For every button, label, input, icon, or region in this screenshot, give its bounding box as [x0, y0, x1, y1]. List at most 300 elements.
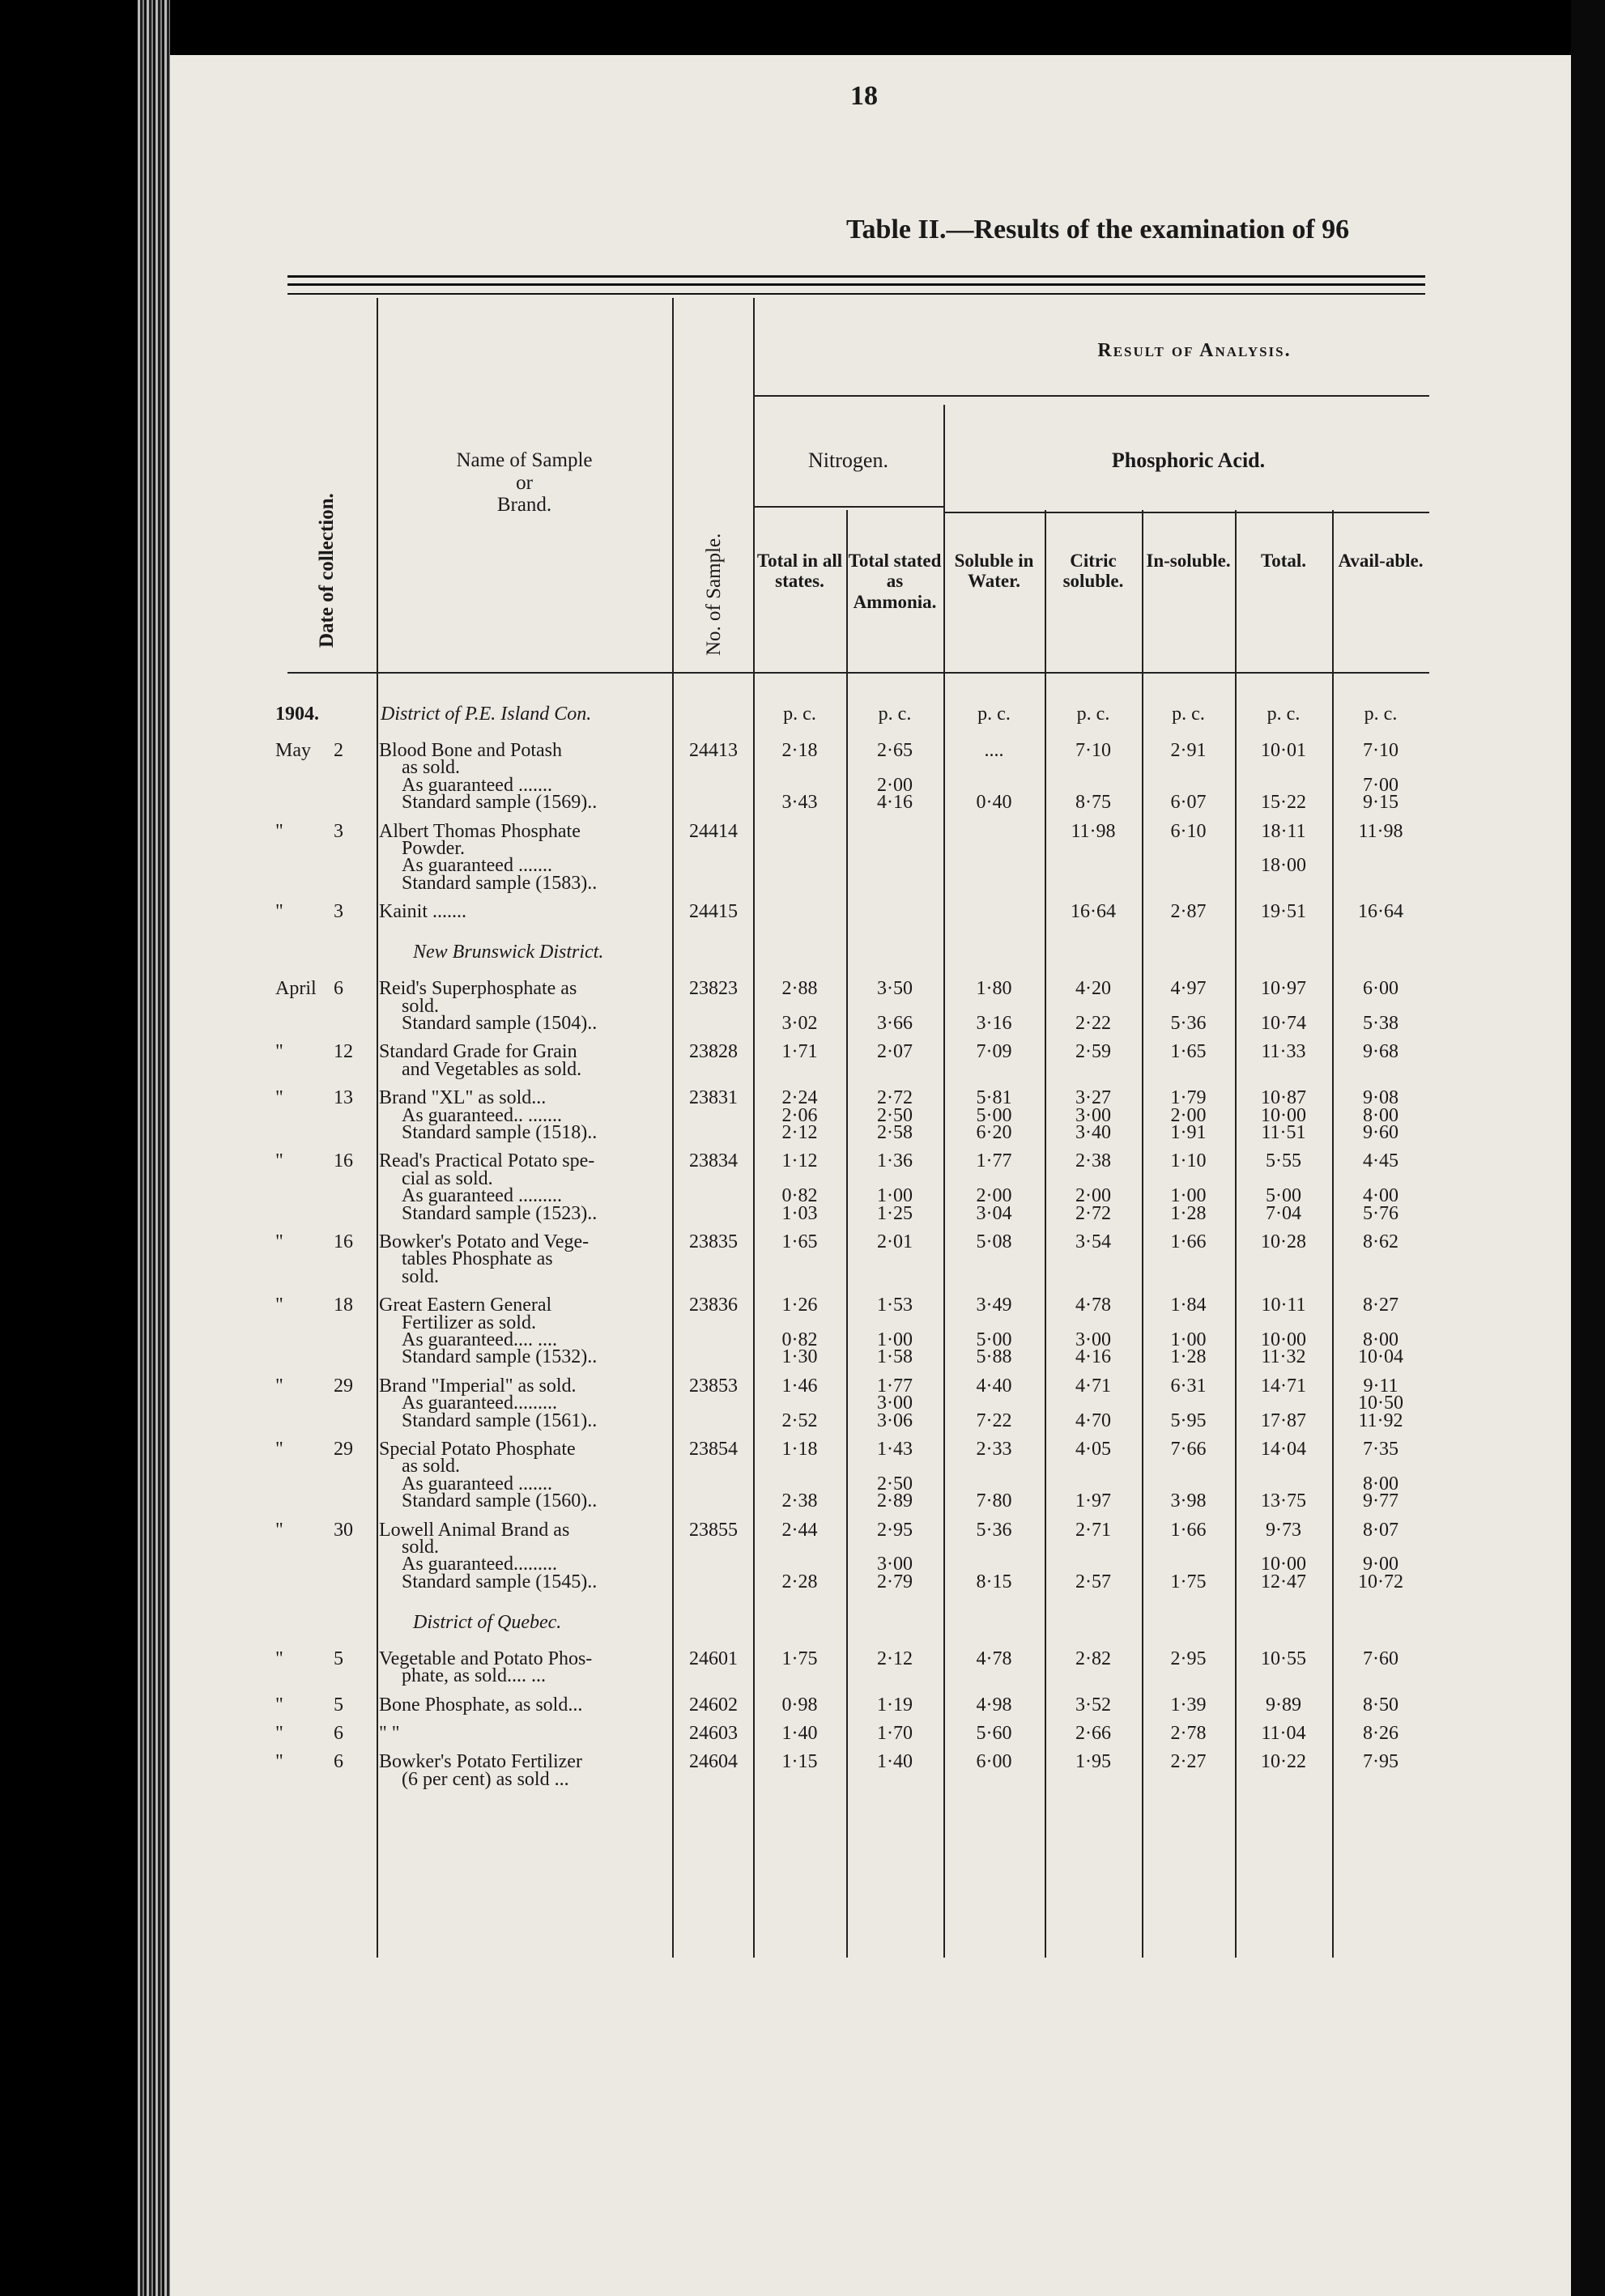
analysis-value: 1·03: [781, 1202, 818, 1224]
analysis-value: 7·10: [1363, 740, 1399, 761]
analysis-value: 7·66: [1170, 1439, 1207, 1460]
sample-number: 23831: [689, 1087, 738, 1109]
analysis-value: 10·00: [1261, 1104, 1306, 1126]
analysis-value: 3·00: [877, 1392, 913, 1414]
sample-name: Lowell Animal Brand as: [379, 1519, 570, 1541]
analysis-value: 1·97: [1075, 1490, 1111, 1512]
analysis-value: 10·04: [1358, 1346, 1403, 1368]
collection-day: 5: [334, 1694, 343, 1716]
analysis-value: 4·78: [976, 1648, 1012, 1669]
analysis-value: 3·16: [976, 1013, 1012, 1034]
sample-name: As guaranteed.. .......: [402, 1104, 562, 1126]
analysis-value: 1·00: [1170, 1329, 1207, 1350]
analysis-value: 5·76: [1363, 1202, 1399, 1224]
collection-month: ": [275, 1041, 283, 1063]
analysis-value: 1·39: [1170, 1694, 1207, 1716]
analysis-value: 5·38: [1363, 1013, 1399, 1034]
analysis-value: 9·68: [1363, 1041, 1399, 1063]
analysis-value: 8·75: [1075, 792, 1111, 814]
analysis-value: 1·91: [1170, 1122, 1207, 1143]
analysis-value: 3·27: [1075, 1087, 1111, 1109]
sample-name: phate, as sold.... ...: [402, 1665, 546, 1687]
analysis-value: 1·12: [781, 1150, 818, 1172]
analysis-value: 1·65: [781, 1231, 818, 1252]
analysis-value: 3·06: [877, 1409, 913, 1431]
analysis-value: 2·57: [1075, 1571, 1111, 1592]
analysis-value: 2·38: [781, 1490, 818, 1512]
collection-day: 6: [334, 1723, 343, 1744]
analysis-value: 4·71: [1075, 1375, 1111, 1397]
top-rule-3: [287, 293, 1425, 295]
analysis-value: 4·16: [1075, 1346, 1111, 1368]
analysis-value: 10·97: [1261, 978, 1306, 1000]
sample-number: 24604: [689, 1751, 738, 1773]
analysis-value: 2·33: [976, 1439, 1012, 1460]
analysis-value: 1·18: [781, 1439, 818, 1460]
analysis-value: 3·49: [976, 1295, 1012, 1316]
unit-label: p. c.: [1172, 704, 1205, 725]
analysis-value: 1·25: [877, 1202, 913, 1224]
analysis-value: 1·43: [877, 1439, 913, 1460]
collection-day: 29: [334, 1375, 353, 1397]
analysis-value: 2·58: [877, 1122, 913, 1143]
sample-name: Reid's Superphosphate as: [379, 978, 577, 1000]
analysis-value: 0·82: [781, 1329, 818, 1350]
analysis-value: 11·32: [1261, 1346, 1306, 1368]
analysis-value: 5·36: [1170, 1013, 1207, 1034]
sample-name: Great Eastern General: [379, 1295, 552, 1316]
collection-month: ": [275, 1295, 283, 1316]
collection-day: 16: [334, 1231, 353, 1252]
analysis-value: 16·64: [1358, 901, 1403, 923]
sample-name: Vegetable and Potato Phos-: [379, 1648, 593, 1669]
analysis-value: 7·95: [1363, 1751, 1399, 1773]
analysis-value: 8·62: [1363, 1231, 1399, 1252]
analysis-value: 7·00: [1363, 774, 1399, 796]
analysis-value: 0·98: [781, 1694, 818, 1716]
collection-month: May: [275, 740, 311, 761]
analysis-value: 1·58: [877, 1346, 913, 1368]
analysis-value: 10·01: [1261, 740, 1306, 761]
analysis-value: 3·02: [781, 1013, 818, 1034]
unit-label: p. c.: [1364, 704, 1398, 725]
table-title: Table II.—Results of the examination of 96: [846, 215, 1350, 244]
sample-name: Standard sample (1545)..: [402, 1571, 598, 1592]
analysis-value: 4·05: [1075, 1439, 1111, 1460]
analysis-value: 18·11: [1261, 820, 1306, 842]
analysis-value: 1·71: [781, 1041, 818, 1063]
sample-name: Powder.: [402, 838, 465, 859]
analysis-value: 2·78: [1170, 1723, 1207, 1744]
page-number: 18: [850, 81, 878, 111]
analysis-value: 8·00: [1363, 1104, 1399, 1126]
sample-name: Standard sample (1518)..: [402, 1122, 598, 1143]
name-header-line2: or: [516, 471, 533, 494]
top-rule-2: [287, 283, 1425, 286]
analysis-value: 3·66: [877, 1013, 913, 1034]
analysis-value: 2·27: [1170, 1751, 1207, 1773]
analysis-value: 1·00: [877, 1329, 913, 1350]
analysis-value: 2·66: [1075, 1723, 1111, 1744]
analysis-value: 10·74: [1261, 1013, 1306, 1034]
analysis-value: 13·75: [1261, 1490, 1306, 1512]
analysis-value: 2·82: [1075, 1648, 1111, 1669]
header-bottom-rule: [287, 672, 1429, 674]
sample-number: 24601: [689, 1648, 738, 1669]
analysis-value: 3·54: [1075, 1231, 1111, 1252]
collection-day: 5: [334, 1648, 343, 1669]
sample-name: Standard sample (1569)..: [402, 792, 598, 814]
analysis-value: 2·44: [781, 1519, 818, 1541]
analysis-value: 7·10: [1075, 740, 1111, 761]
col-header-6: Total.: [1260, 551, 1307, 571]
analysis-value: 17·87: [1261, 1409, 1306, 1431]
analysis-value: 18·00: [1261, 855, 1306, 877]
analysis-value: 14·71: [1261, 1375, 1306, 1397]
analysis-value: 15·22: [1261, 792, 1306, 814]
analysis-value: 9·73: [1266, 1519, 1301, 1541]
analysis-value: 11·33: [1261, 1041, 1306, 1063]
analysis-value: 6·10: [1170, 820, 1207, 842]
collection-day: 6: [334, 1751, 343, 1773]
col-divider-name: [672, 298, 674, 1958]
top-rule: [287, 275, 1425, 278]
analysis-value: 2·01: [877, 1231, 913, 1252]
sample-name: Albert Thomas Phosphate: [379, 820, 581, 842]
sample-name: As guaranteed.... ....: [402, 1329, 557, 1350]
sample-name: As guaranteed.........: [402, 1554, 557, 1575]
sample-name: cial as sold.: [402, 1167, 493, 1189]
sample-name: as sold.: [402, 757, 460, 779]
analysis-value: 2·00: [1170, 1104, 1207, 1126]
analysis-value: 7·60: [1363, 1648, 1399, 1669]
analysis-value: 7·22: [976, 1409, 1012, 1431]
analysis-value: 8·00: [1363, 1329, 1399, 1350]
analysis-value: 1·19: [877, 1694, 913, 1716]
sample-name: sold.: [402, 1265, 440, 1287]
analysis-value: 4·97: [1170, 978, 1207, 1000]
sample-no-header: No. of Sample.: [703, 533, 725, 656]
analysis-value: 10·72: [1358, 1571, 1403, 1592]
analysis-value: 12·47: [1261, 1571, 1306, 1592]
analysis-value: 2·71: [1075, 1519, 1111, 1541]
sample-number: 24602: [689, 1694, 738, 1716]
unit-label: p. c.: [783, 704, 816, 725]
sample-number: 23853: [689, 1375, 738, 1397]
analysis-value: 2·00: [1075, 1185, 1111, 1207]
analysis-value: 9·60: [1363, 1122, 1399, 1143]
collection-month: ": [275, 1150, 283, 1172]
analysis-value: 9·11: [1363, 1375, 1399, 1397]
analysis-value: 8·50: [1363, 1694, 1399, 1716]
sample-name: Brand "XL" as sold...: [379, 1087, 547, 1109]
name-header-line1: Name of Sample: [456, 449, 593, 471]
analysis-value: 4·78: [1075, 1295, 1111, 1316]
sample-number: 24415: [689, 901, 738, 923]
analysis-value: 10·00: [1261, 1329, 1306, 1350]
analysis-value: 3·00: [1075, 1329, 1111, 1350]
analysis-value: 14·04: [1261, 1439, 1306, 1460]
analysis-value: 10·00: [1261, 1554, 1306, 1575]
sample-number: 23834: [689, 1150, 738, 1172]
analysis-value: 8·07: [1363, 1519, 1399, 1541]
collection-month: ": [275, 1648, 283, 1669]
sample-name: Blood Bone and Potash: [379, 740, 562, 761]
analysis-value: 5·95: [1170, 1409, 1207, 1431]
analysis-value: 7·09: [976, 1041, 1012, 1063]
collection-month: ": [275, 1231, 283, 1252]
analysis-value: 11·92: [1358, 1409, 1403, 1431]
analysis-value: 6·00: [976, 1751, 1012, 1773]
collection-day: 18: [334, 1295, 353, 1316]
analysis-value: 1·66: [1170, 1231, 1207, 1252]
unit-label: p. c.: [1267, 704, 1301, 725]
analysis-value: 1·28: [1170, 1346, 1207, 1368]
col-header-4: Citric soluble.: [1062, 551, 1124, 592]
analysis-value: 3·00: [877, 1554, 913, 1575]
analysis-value: 10·55: [1261, 1648, 1306, 1669]
analysis-value: 2·38: [1075, 1150, 1111, 1172]
analysis-value: 2·50: [877, 1473, 913, 1495]
analysis-value: 2·65: [877, 740, 913, 761]
sample-number: 24413: [689, 740, 738, 761]
unit-label: p. c.: [1076, 704, 1110, 725]
collection-month: ": [275, 1694, 283, 1716]
sample-name: Bowker's Potato and Vege-: [379, 1231, 590, 1252]
sample-name: As guaranteed .........: [402, 1185, 562, 1207]
analysis-value: 2·72: [877, 1087, 913, 1109]
analysis-value: 10·87: [1261, 1087, 1306, 1109]
sample-name: (6 per cent) as sold ...: [402, 1768, 569, 1790]
sample-name: Brand "Imperial" as sold.: [379, 1375, 577, 1397]
section-heading: New Brunswick District.: [413, 942, 604, 963]
analysis-value: 1·36: [877, 1150, 913, 1172]
sample-name: Fertilizer as sold.: [402, 1312, 536, 1333]
collection-month: ": [275, 1751, 283, 1773]
analysis-value: 2·28: [781, 1571, 818, 1592]
analysis-value: 7·04: [1266, 1202, 1301, 1224]
analysis-value: 5·36: [976, 1519, 1012, 1541]
analysis-value: 10·11: [1261, 1295, 1306, 1316]
analysis-value: 4·98: [976, 1694, 1012, 1716]
analysis-value: 11·51: [1261, 1122, 1306, 1143]
nitrogen-rule: [753, 506, 943, 508]
sample-number: 23835: [689, 1231, 738, 1252]
analysis-value: 7·80: [976, 1490, 1012, 1512]
analysis-value: 2·89: [877, 1490, 913, 1512]
analysis-value: 9·15: [1363, 792, 1399, 814]
collection-day: 30: [334, 1519, 353, 1541]
sample-name: Kainit .......: [379, 901, 466, 923]
analysis-value: 11·98: [1358, 820, 1403, 842]
sample-name: tables Phosphate as: [402, 1248, 553, 1270]
analysis-value: 8·00: [1363, 1473, 1399, 1495]
analysis-value: 3·50: [877, 978, 913, 1000]
analysis-value: 3·43: [781, 792, 818, 814]
phosphoric-header: Phosphoric Acid.: [1111, 449, 1266, 472]
analysis-value: 2·22: [1075, 1013, 1111, 1034]
sample-name: Bowker's Potato Fertilizer: [379, 1751, 582, 1773]
analysis-value: 2·95: [1170, 1648, 1207, 1669]
nitrogen-header: Nitrogen.: [808, 449, 888, 472]
analysis-value: 5·81: [976, 1087, 1012, 1109]
sample-name: Standard sample (1583)..: [402, 872, 598, 894]
sample-name: Standard sample (1523)..: [402, 1202, 598, 1224]
sample-name: and Vegetables as sold.: [402, 1058, 582, 1080]
phosphoric-rule: [943, 512, 1429, 513]
analysis-value: 2·79: [877, 1571, 913, 1592]
sample-name: Standard sample (1504)..: [402, 1013, 598, 1034]
analysis-value: 8·26: [1363, 1723, 1399, 1744]
unit-label: p. c.: [878, 704, 912, 725]
sample-name: As guaranteed .......: [402, 774, 552, 796]
analysis-value: 2·18: [781, 740, 818, 761]
sample-number: 23855: [689, 1519, 738, 1541]
analysis-value: 1·66: [1170, 1519, 1207, 1541]
sample-name: Standard Grade for Grain: [379, 1041, 577, 1063]
date-header: Date of collection.: [316, 493, 338, 648]
analysis-value: 2·52: [781, 1409, 818, 1431]
collection-day: 12: [334, 1041, 353, 1063]
analysis-value: 1·75: [781, 1648, 818, 1669]
analysis-value: 6·00: [1363, 978, 1399, 1000]
analysis-value: 1·40: [877, 1751, 913, 1773]
sample-name: As guaranteed.........: [402, 1392, 557, 1414]
sample-name: As guaranteed .......: [402, 855, 552, 877]
analysis-value: 2·24: [781, 1087, 818, 1109]
analysis-value: 5·55: [1266, 1150, 1301, 1172]
sample-name: Read's Practical Potato spe-: [379, 1150, 595, 1172]
analysis-value: 2·06: [781, 1104, 818, 1126]
analysis-value: 0·82: [781, 1185, 818, 1207]
analysis-value: 1·28: [1170, 1202, 1207, 1224]
analysis-value: 5·08: [976, 1231, 1012, 1252]
collection-month: 1904.: [275, 704, 319, 725]
collection-day: 16: [334, 1150, 353, 1172]
analysis-value: 1·70: [877, 1723, 913, 1744]
collection-day: 29: [334, 1439, 353, 1460]
sample-number: 23854: [689, 1439, 738, 1460]
sample-name: sold.: [402, 995, 440, 1017]
analysis-value: 1·80: [976, 978, 1012, 1000]
collection-month: ": [275, 1087, 283, 1109]
analysis-value: 3·98: [1170, 1490, 1207, 1512]
collection-day: 13: [334, 1087, 353, 1109]
sample-name: as sold.: [402, 1456, 460, 1478]
analysis-value: 3·40: [1075, 1122, 1111, 1143]
analysis-value: 3·52: [1075, 1694, 1111, 1716]
collection-month: ": [275, 1723, 283, 1744]
analysis-value: 2·07: [877, 1041, 913, 1063]
unit-label: p. c.: [977, 704, 1011, 725]
analysis-value: 9·00: [1363, 1554, 1399, 1575]
sample-number: 23836: [689, 1295, 738, 1316]
analysis-value: 6·31: [1170, 1375, 1207, 1397]
book-spine: [138, 0, 170, 2296]
analysis-value: 2·50: [877, 1104, 913, 1126]
analysis-value: 1·77: [877, 1375, 913, 1397]
analysis-value: 4·40: [976, 1375, 1012, 1397]
analysis-value: 6·07: [1170, 792, 1207, 814]
analysis-value: 5·00: [976, 1329, 1012, 1350]
collection-month: ": [275, 901, 283, 923]
sample-name: " ": [379, 1723, 400, 1744]
analysis-value: 2·87: [1170, 901, 1207, 923]
name-header: [381, 449, 668, 517]
sample-name: Bone Phosphate, as sold...: [379, 1694, 583, 1716]
analysis-value: 2·59: [1075, 1041, 1111, 1063]
analysis-value: 1·65: [1170, 1041, 1207, 1063]
analysis-value: 1·00: [877, 1185, 913, 1207]
sample-number: 23828: [689, 1041, 738, 1063]
analysis-value: 1·00: [1170, 1185, 1207, 1207]
analysis-value: 4·00: [1363, 1185, 1399, 1207]
sample-name: Special Potato Phosphate: [379, 1439, 576, 1460]
analysis-value: 4·16: [877, 792, 913, 814]
sample-name: Standard sample (1560)..: [402, 1490, 598, 1512]
analysis-value: 4·20: [1075, 978, 1111, 1000]
analysis-value: 10·28: [1261, 1231, 1306, 1252]
analysis-value: 1·10: [1170, 1150, 1207, 1172]
analysis-value: 6·20: [976, 1122, 1012, 1143]
analysis-value: 9·89: [1266, 1694, 1301, 1716]
col-header-1: Total in all states.: [756, 551, 843, 592]
analysis-value: 4·70: [1075, 1409, 1111, 1431]
analysis-value: ....: [984, 740, 1004, 761]
section-heading: District of P.E. Island Con.: [381, 704, 592, 725]
sample-name: sold.: [402, 1537, 440, 1558]
page: [170, 55, 1571, 2296]
collection-month: ": [275, 820, 283, 842]
sample-name: As guaranteed .......: [402, 1473, 552, 1495]
page-edge: [1571, 0, 1605, 2296]
col-header-2: Total stated as Ammonia.: [848, 551, 942, 612]
analysis-value: 5·00: [976, 1104, 1012, 1126]
collection-month: April: [275, 978, 317, 1000]
sample-name: Standard sample (1561)..: [402, 1409, 598, 1431]
analysis-value: 11·04: [1261, 1723, 1306, 1744]
collection-day: 3: [334, 901, 343, 923]
analysis-value: 0·40: [976, 792, 1012, 814]
sample-name: Standard sample (1532)..: [402, 1346, 598, 1368]
analysis-value: 3·04: [976, 1202, 1012, 1224]
sample-number: 24603: [689, 1723, 738, 1744]
analysis-value: 16·64: [1071, 901, 1116, 923]
analysis-value: 1·46: [781, 1375, 818, 1397]
analysis-value: 2·91: [1170, 740, 1207, 761]
result-rule: [753, 395, 1429, 397]
analysis-value: 2·00: [976, 1185, 1012, 1207]
analysis-value: 5·60: [976, 1723, 1012, 1744]
analysis-value: 4·45: [1363, 1150, 1399, 1172]
analysis-value: 10·50: [1358, 1392, 1403, 1414]
analysis-value: 19·51: [1261, 901, 1306, 923]
analysis-value: 10·22: [1261, 1751, 1306, 1773]
analysis-value: 2·12: [781, 1122, 818, 1143]
analysis-value: 1·30: [781, 1346, 818, 1368]
analysis-value: 2·95: [877, 1519, 913, 1541]
analysis-value: 1·15: [781, 1751, 818, 1773]
col-divider-date: [377, 298, 378, 1958]
section-heading: District of Quebec.: [413, 1611, 562, 1633]
analysis-value: 1·26: [781, 1295, 818, 1316]
analysis-value: 1·77: [976, 1150, 1012, 1172]
analysis-value: 5·88: [976, 1346, 1012, 1368]
analysis-value: 5·00: [1266, 1185, 1301, 1207]
analysis-value: 8·15: [976, 1571, 1012, 1592]
analysis-value: 9·77: [1363, 1490, 1399, 1512]
analysis-value: 2·12: [877, 1648, 913, 1669]
